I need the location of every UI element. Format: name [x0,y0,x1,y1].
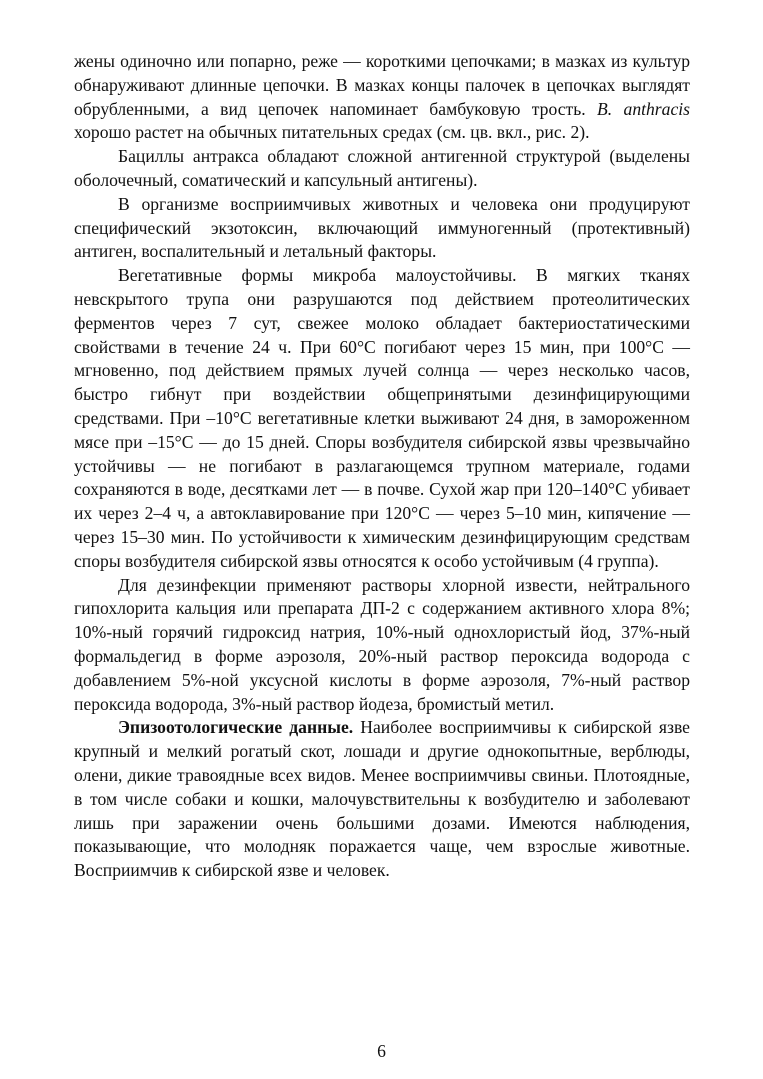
paragraph-exotoxin: В организме восприимчивых животных и человека они продуцируют специфический экзотоксин, включающий иммуногенный (протективный) антиген, воспалительный и летальный факторы. [74,193,690,262]
paragraph-antigens: Бациллы антракса обладают сложной антигенной структурой (выделены оболочечный, соматический и капсульный антигены). [74,146,690,190]
paragraph-morphology [74,50,690,145]
paragraph-morphology-text: жены одиночно или попарно, реже — короткими цепочками; в мазках из культур обнаруживают длинные цепочки. В мазках концы палочек в цепочках выглядят обрубленными, а вид цепочек напоминает бамбуковую трость. [74,51,690,119]
paragraph-epizootology [74,716,690,883]
page-body [74,50,690,883]
section-heading: Эпизоотологические данные. [118,717,354,738]
paragraph-epizootology-text: Наиболее восприимчивы к сибирской язве крупный и мелкий рогатый скот, лошади и другие однокопытные, верблюды, олени, дикие травоядные всех видов. Менее восприимчивы свиньи. Плотоядные, в том числе собаки и кошки, малочувствительны к возбудителю и заболевают лишь при заражении очень большими дозами. Имеются наблюдения, показывающие, что молодняк поражается чаще, чем взрослые животные. Восприимчив к сибирской язве и человек. [74,717,690,881]
paragraph-disinfection: Для дезинфекции применяют растворы хлорной извести, нейтрального гипохлорита кальция или препарата ДП-2 с содержанием активного хлора 8%; 10%-ный горячий гидроксид натрия, 10%-ный однохлористый йод, 37%-ный формальдегид в форме аэрозоля, 20%-ный раствор пероксида водорода с добавлением 5%-ной уксусной кислоты в форме аэрозоля, 7%-ный раствор пероксида водорода, 3%-ный раствор йодеза, бромистый метил. [74,574,690,714]
paragraph-morphology-text-end: хорошо растет на обычных питательных средах (см. цв. вкл., рис. 2). [74,122,590,143]
paragraph-resistance: Вегетативные формы микроба малоустойчивы. В мягких тканях невскрытого трупа они разрушаются под действием протеолитических ферментов через 7 сут, свежее молоко обладает бактериостатическими свойствами в течение 24 ч. При 60°С погибают через 15 мин, при 100°С — мгновенно, под действием прямых лучей солнца — через несколько часов, быстро гибнут при воздействии общепринятыми дезинфицирующими средствами. При –10°С вегетативные клетки выживают 24 дня, в замороженном мясе при –15°С — до 15 дней. Споры возбудителя сибирской язвы чрезвычайно устойчивы — не погибают в разлагающемся трупном материале, годами сохраняются в воде, десятками лет — в почве. Сухой жар при 120–140°С убивает их через 2–4 ч, а автоклавирование при 120°С — через 5–10 мин, кипячение — через 15–30 мин. По устойчивости к химическим дезинфицирующим средствам споры возбудителя сибирской язвы относятся к особо устойчивым (4 группа). [74,265,690,571]
page-number: 6 [377,1041,386,1061]
species-name: B. anthracis [597,98,690,119]
